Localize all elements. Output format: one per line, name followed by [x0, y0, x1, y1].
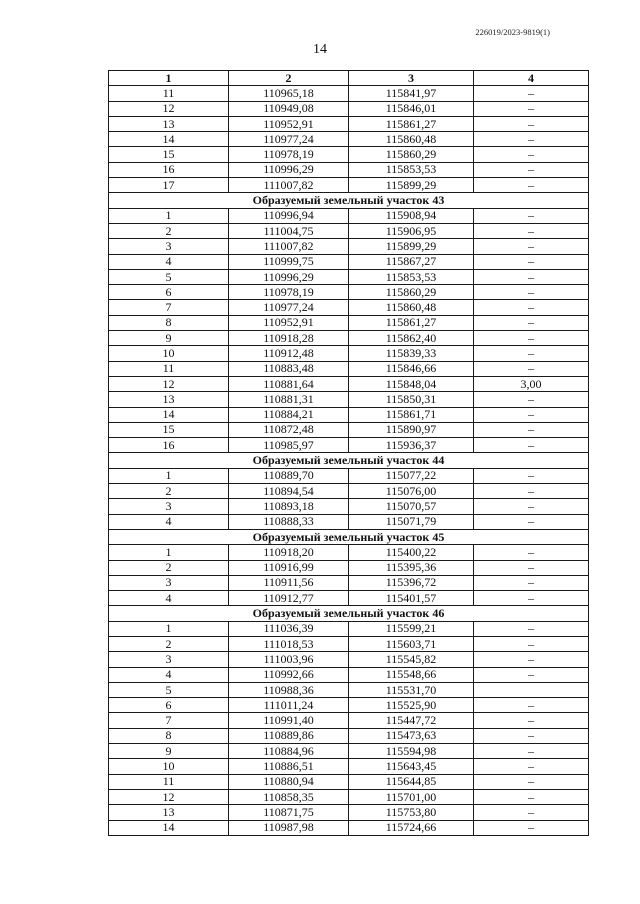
accuracy-cell: –	[474, 407, 589, 422]
y-coordinate-cell: 115447,72	[349, 713, 474, 728]
section-title: Образуемый земельный участок 44	[109, 453, 589, 468]
accuracy-cell: –	[474, 621, 589, 636]
y-coordinate-cell: 115603,71	[349, 636, 474, 651]
accuracy-cell: –	[474, 392, 589, 407]
table-row	[109, 162, 589, 177]
column-header: 4	[474, 71, 589, 86]
point-number-cell: 3	[109, 575, 229, 590]
table-row	[109, 499, 589, 514]
accuracy-cell: –	[474, 774, 589, 789]
x-coordinate-cell: 110996,94	[229, 208, 349, 223]
y-coordinate-cell: 115401,57	[349, 591, 474, 606]
x-coordinate-cell: 110883,48	[229, 361, 349, 376]
y-coordinate-cell: 115594,98	[349, 744, 474, 759]
y-coordinate-cell: 115861,27	[349, 315, 474, 330]
section-title: Образуемый земельный участок 46	[109, 606, 589, 621]
point-number-cell: 11	[109, 774, 229, 789]
accuracy-cell: –	[474, 744, 589, 759]
x-coordinate-cell: 111036,39	[229, 621, 349, 636]
table-row	[109, 178, 589, 193]
y-coordinate-cell: 115861,27	[349, 116, 474, 131]
table-row	[109, 591, 589, 606]
table-header-row	[109, 71, 589, 86]
table-row	[109, 346, 589, 361]
y-coordinate-cell: 115076,00	[349, 484, 474, 499]
accuracy-cell: –	[474, 178, 589, 193]
x-coordinate-cell: 110872,48	[229, 422, 349, 437]
accuracy-cell: –	[474, 223, 589, 238]
accuracy-cell: –	[474, 713, 589, 728]
y-coordinate-cell: 115724,66	[349, 820, 474, 835]
accuracy-cell: –	[474, 484, 589, 499]
y-coordinate-cell: 115853,53	[349, 162, 474, 177]
y-coordinate-cell: 115906,95	[349, 223, 474, 238]
x-coordinate-cell: 110881,64	[229, 376, 349, 391]
x-coordinate-cell: 110952,91	[229, 315, 349, 330]
accuracy-cell: –	[474, 468, 589, 483]
y-coordinate-cell: 115599,21	[349, 621, 474, 636]
accuracy-cell: –	[474, 116, 589, 131]
x-coordinate-cell: 110987,98	[229, 820, 349, 835]
y-coordinate-cell: 115860,48	[349, 132, 474, 147]
y-coordinate-cell: 115841,97	[349, 86, 474, 101]
x-coordinate-cell: 110999,75	[229, 254, 349, 269]
section-title-row	[109, 529, 589, 544]
accuracy-cell: –	[474, 269, 589, 284]
point-number-cell: 5	[109, 269, 229, 284]
table-row	[109, 759, 589, 774]
column-header: 1	[109, 71, 229, 86]
table-row	[109, 621, 589, 636]
x-coordinate-cell: 110949,08	[229, 101, 349, 116]
point-number-cell: 4	[109, 667, 229, 682]
accuracy-cell: –	[474, 254, 589, 269]
column-header: 3	[349, 71, 474, 86]
accuracy-cell: –	[474, 162, 589, 177]
y-coordinate-cell: 115936,37	[349, 438, 474, 453]
y-coordinate-cell: 115396,72	[349, 575, 474, 590]
point-number-cell: 7	[109, 713, 229, 728]
accuracy-cell: –	[474, 789, 589, 804]
point-number-cell: 2	[109, 636, 229, 651]
table-row	[109, 728, 589, 743]
x-coordinate-cell: 110918,28	[229, 331, 349, 346]
accuracy-cell: –	[474, 346, 589, 361]
table-row	[109, 101, 589, 116]
y-coordinate-cell: 115071,79	[349, 514, 474, 529]
x-coordinate-cell: 110992,66	[229, 667, 349, 682]
point-number-cell: 3	[109, 652, 229, 667]
accuracy-cell: –	[474, 636, 589, 651]
point-number-cell: 9	[109, 331, 229, 346]
x-coordinate-cell: 110912,48	[229, 346, 349, 361]
table-row	[109, 239, 589, 254]
table-row	[109, 636, 589, 651]
table-row	[109, 789, 589, 804]
table-row	[109, 667, 589, 682]
accuracy-cell: –	[474, 591, 589, 606]
table-row	[109, 269, 589, 284]
y-coordinate-cell: 115395,36	[349, 560, 474, 575]
point-number-cell: 4	[109, 514, 229, 529]
x-coordinate-cell: 110918,20	[229, 545, 349, 560]
x-coordinate-cell: 110965,18	[229, 86, 349, 101]
x-coordinate-cell: 110884,21	[229, 407, 349, 422]
table-row	[109, 682, 589, 697]
accuracy-cell: –	[474, 545, 589, 560]
y-coordinate-cell: 115701,00	[349, 789, 474, 804]
table-row	[109, 285, 589, 300]
table-row	[109, 392, 589, 407]
x-coordinate-cell: 110886,51	[229, 759, 349, 774]
y-coordinate-cell: 115548,66	[349, 667, 474, 682]
point-number-cell: 15	[109, 422, 229, 437]
table-row	[109, 713, 589, 728]
x-coordinate-cell: 111011,24	[229, 698, 349, 713]
accuracy-cell: –	[474, 315, 589, 330]
y-coordinate-cell: 115848,04	[349, 376, 474, 391]
y-coordinate-cell: 115525,90	[349, 698, 474, 713]
point-number-cell: 14	[109, 820, 229, 835]
point-number-cell: 8	[109, 728, 229, 743]
table-row	[109, 422, 589, 437]
y-coordinate-cell: 115839,33	[349, 346, 474, 361]
point-number-cell: 10	[109, 346, 229, 361]
y-coordinate-cell: 115077,22	[349, 468, 474, 483]
x-coordinate-cell: 111007,82	[229, 239, 349, 254]
x-coordinate-cell: 110889,70	[229, 468, 349, 483]
table-row	[109, 652, 589, 667]
section-title-row	[109, 453, 589, 468]
y-coordinate-cell: 115070,57	[349, 499, 474, 514]
point-number-cell: 13	[109, 805, 229, 820]
y-coordinate-cell: 115846,01	[349, 101, 474, 116]
table-row	[109, 560, 589, 575]
accuracy-cell: –	[474, 575, 589, 590]
accuracy-cell: –	[474, 759, 589, 774]
x-coordinate-cell: 110894,54	[229, 484, 349, 499]
x-coordinate-cell: 110881,31	[229, 392, 349, 407]
point-number-cell: 7	[109, 300, 229, 315]
x-coordinate-cell: 110977,24	[229, 132, 349, 147]
table-row	[109, 331, 589, 346]
point-number-cell: 1	[109, 468, 229, 483]
x-coordinate-cell: 110978,19	[229, 285, 349, 300]
x-coordinate-cell: 110871,75	[229, 805, 349, 820]
accuracy-cell: –	[474, 147, 589, 162]
accuracy-cell: –	[474, 805, 589, 820]
table-row	[109, 132, 589, 147]
table-row	[109, 361, 589, 376]
x-coordinate-cell: 111004,75	[229, 223, 349, 238]
accuracy-cell: –	[474, 560, 589, 575]
table-row	[109, 468, 589, 483]
y-coordinate-cell: 115899,29	[349, 178, 474, 193]
y-coordinate-cell: 115753,80	[349, 805, 474, 820]
accuracy-cell: –	[474, 514, 589, 529]
accuracy-cell: –	[474, 422, 589, 437]
y-coordinate-cell: 115860,48	[349, 300, 474, 315]
page-number: 14	[313, 42, 327, 57]
x-coordinate-cell: 111018,53	[229, 636, 349, 651]
y-coordinate-cell: 115860,29	[349, 147, 474, 162]
point-number-cell: 8	[109, 315, 229, 330]
point-number-cell: 6	[109, 698, 229, 713]
point-number-cell: 6	[109, 285, 229, 300]
accuracy-cell: –	[474, 300, 589, 315]
table-row	[109, 223, 589, 238]
point-number-cell: 13	[109, 392, 229, 407]
table-body	[109, 86, 589, 836]
accuracy-cell: –	[474, 667, 589, 682]
point-number-cell: 2	[109, 223, 229, 238]
accuracy-cell: –	[474, 208, 589, 223]
accuracy-cell	[474, 682, 589, 697]
x-coordinate-cell: 110916,99	[229, 560, 349, 575]
point-number-cell: 4	[109, 254, 229, 269]
coordinates-table	[108, 70, 589, 836]
point-number-cell: 13	[109, 116, 229, 131]
point-number-cell: 17	[109, 178, 229, 193]
x-coordinate-cell: 111007,82	[229, 178, 349, 193]
document-id: 226019/2023-9819(1)	[475, 27, 550, 37]
column-header: 2	[229, 71, 349, 86]
table-row	[109, 147, 589, 162]
x-coordinate-cell: 110985,97	[229, 438, 349, 453]
accuracy-cell: –	[474, 652, 589, 667]
table-row	[109, 254, 589, 269]
x-coordinate-cell: 110996,29	[229, 269, 349, 284]
y-coordinate-cell: 115908,94	[349, 208, 474, 223]
x-coordinate-cell: 110880,94	[229, 774, 349, 789]
table-row	[109, 376, 589, 391]
accuracy-cell: –	[474, 499, 589, 514]
point-number-cell: 5	[109, 682, 229, 697]
x-coordinate-cell: 110978,19	[229, 147, 349, 162]
x-coordinate-cell: 110991,40	[229, 713, 349, 728]
section-title: Образуемый земельный участок 45	[109, 529, 589, 544]
x-coordinate-cell: 111003,96	[229, 652, 349, 667]
table-row	[109, 484, 589, 499]
accuracy-cell: –	[474, 101, 589, 116]
accuracy-cell: –	[474, 285, 589, 300]
y-coordinate-cell: 115899,29	[349, 239, 474, 254]
y-coordinate-cell: 115860,29	[349, 285, 474, 300]
point-number-cell: 14	[109, 132, 229, 147]
point-number-cell: 15	[109, 147, 229, 162]
x-coordinate-cell: 110911,56	[229, 575, 349, 590]
y-coordinate-cell: 115473,63	[349, 728, 474, 743]
y-coordinate-cell: 115853,53	[349, 269, 474, 284]
point-number-cell: 14	[109, 407, 229, 422]
table-row	[109, 575, 589, 590]
x-coordinate-cell: 110889,86	[229, 728, 349, 743]
accuracy-cell: –	[474, 698, 589, 713]
point-number-cell: 16	[109, 162, 229, 177]
accuracy-cell: –	[474, 820, 589, 835]
accuracy-cell: –	[474, 361, 589, 376]
point-number-cell: 12	[109, 101, 229, 116]
table-row	[109, 116, 589, 131]
x-coordinate-cell: 110912,77	[229, 591, 349, 606]
section-title-row	[109, 193, 589, 208]
x-coordinate-cell: 110888,33	[229, 514, 349, 529]
accuracy-cell: –	[474, 132, 589, 147]
point-number-cell: 2	[109, 484, 229, 499]
table-row	[109, 744, 589, 759]
x-coordinate-cell: 110952,91	[229, 116, 349, 131]
x-coordinate-cell: 110977,24	[229, 300, 349, 315]
y-coordinate-cell: 115850,31	[349, 392, 474, 407]
section-title-row	[109, 606, 589, 621]
point-number-cell: 3	[109, 239, 229, 254]
x-coordinate-cell: 110884,96	[229, 744, 349, 759]
table-row	[109, 208, 589, 223]
y-coordinate-cell: 115400,22	[349, 545, 474, 560]
accuracy-cell: –	[474, 239, 589, 254]
point-number-cell: 12	[109, 376, 229, 391]
x-coordinate-cell: 110996,29	[229, 162, 349, 177]
table-row	[109, 514, 589, 529]
point-number-cell: 12	[109, 789, 229, 804]
table-row	[109, 438, 589, 453]
point-number-cell: 2	[109, 560, 229, 575]
table-row	[109, 407, 589, 422]
x-coordinate-cell: 110988,36	[229, 682, 349, 697]
point-number-cell: 4	[109, 591, 229, 606]
y-coordinate-cell: 115862,40	[349, 331, 474, 346]
y-coordinate-cell: 115545,82	[349, 652, 474, 667]
table-row	[109, 774, 589, 789]
y-coordinate-cell: 115643,45	[349, 759, 474, 774]
point-number-cell: 11	[109, 361, 229, 376]
y-coordinate-cell: 115861,71	[349, 407, 474, 422]
accuracy-cell: 3,00	[474, 376, 589, 391]
accuracy-cell: –	[474, 728, 589, 743]
point-number-cell: 10	[109, 759, 229, 774]
accuracy-cell: –	[474, 438, 589, 453]
y-coordinate-cell: 115846,66	[349, 361, 474, 376]
y-coordinate-cell: 115890,97	[349, 422, 474, 437]
point-number-cell: 3	[109, 499, 229, 514]
point-number-cell: 1	[109, 208, 229, 223]
point-number-cell: 1	[109, 545, 229, 560]
y-coordinate-cell: 115531,70	[349, 682, 474, 697]
point-number-cell: 11	[109, 86, 229, 101]
x-coordinate-cell: 110893,18	[229, 499, 349, 514]
table-row	[109, 805, 589, 820]
accuracy-cell: –	[474, 86, 589, 101]
accuracy-cell: –	[474, 331, 589, 346]
table-row	[109, 698, 589, 713]
table-row	[109, 86, 589, 101]
point-number-cell: 9	[109, 744, 229, 759]
table-row	[109, 820, 589, 835]
section-title: Образуемый земельный участок 43	[109, 193, 589, 208]
table-row	[109, 315, 589, 330]
x-coordinate-cell: 110858,35	[229, 789, 349, 804]
point-number-cell: 16	[109, 438, 229, 453]
table-row	[109, 545, 589, 560]
y-coordinate-cell: 115644,85	[349, 774, 474, 789]
point-number-cell: 1	[109, 621, 229, 636]
table-row	[109, 300, 589, 315]
y-coordinate-cell: 115867,27	[349, 254, 474, 269]
